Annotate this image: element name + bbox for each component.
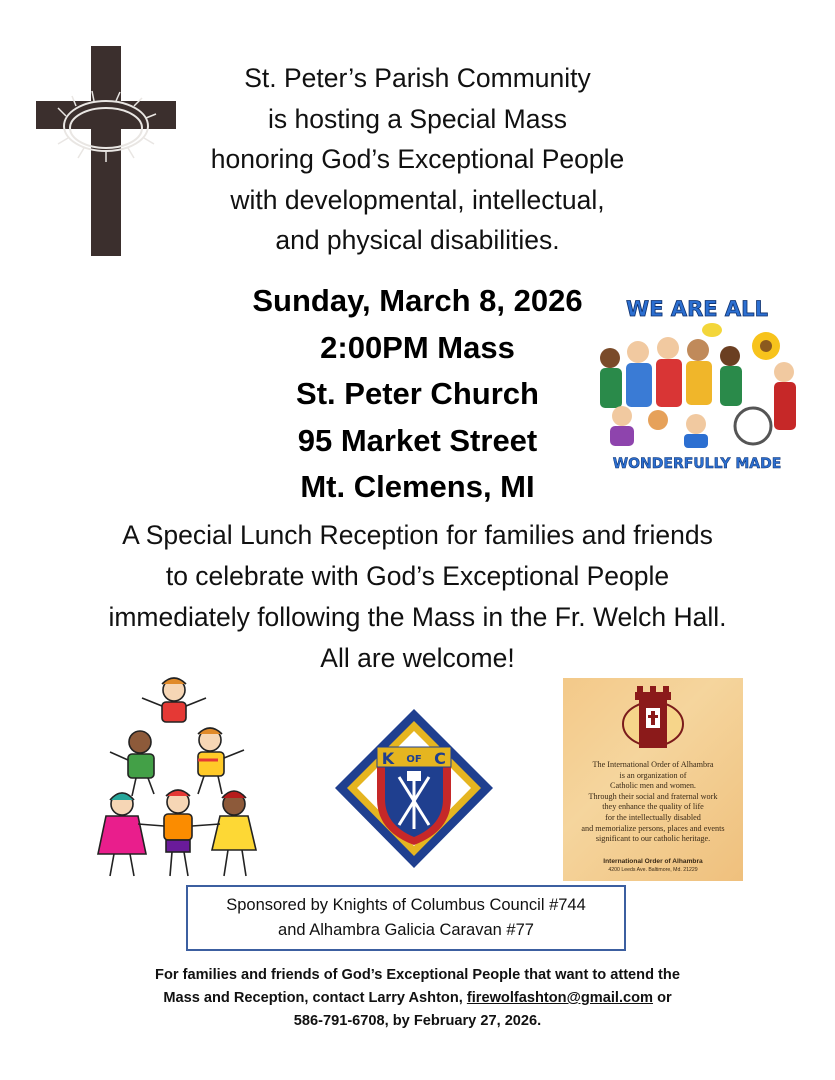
cross-with-thorns-image	[36, 46, 176, 256]
reception-line: to celebrate with God’s Exceptional People	[165, 561, 670, 591]
sponsor-line-2: and Alhambra Galicia Caravan #77	[278, 921, 534, 939]
alhambra-desc-line: significant to our catholic heritage.	[595, 834, 711, 844]
alhambra-description	[567, 760, 739, 845]
alhambra-desc-line: and memorialize persons, places and events	[581, 823, 725, 833]
kofc-c-letter: C	[434, 749, 446, 768]
sponsor-box	[186, 885, 626, 951]
alhambra-tower-logo	[615, 684, 691, 758]
reception-line: A Special Lunch Reception for families and friends	[122, 520, 713, 550]
alhambra-org-name: International Order of Alhambra	[603, 858, 703, 865]
kofc-k-letter: K	[381, 749, 395, 768]
event-street: 95 Market Street	[297, 422, 538, 458]
alhambra-desc-line: Catholic men and women.	[610, 781, 696, 791]
contact-line-2-prefix: Mass and Reception, contact Larry Ashton,	[163, 990, 467, 1006]
alhambra-desc-line: they enhance the quality of life	[602, 802, 704, 812]
intro-line: honoring God’s Exceptional People	[210, 144, 625, 174]
intro-line: with developmental, intellectual,	[230, 184, 605, 215]
wonderful-bottom-text: WONDERFULLY MADE	[612, 456, 782, 472]
reception-line: immediately following the Mass in the Fr. Welch Hall.	[108, 602, 727, 632]
intro-line: St. Peter’s Parish Community	[244, 63, 591, 93]
alhambra-address: 4200 Leeds Ave. Baltimore, Md. 21229	[608, 867, 698, 873]
contact-info	[60, 964, 775, 1033]
contact-line-2-suffix: or	[653, 990, 672, 1006]
alhambra-panel	[563, 678, 743, 881]
contact-email-link[interactable]: firewolfashton@gmail.com	[466, 990, 654, 1006]
contact-line-3: 586-791-6708, by February 27, 2026.	[293, 1013, 542, 1029]
alhambra-desc-line: for the intellectually disabled	[605, 812, 701, 822]
wonderful-top-text: WE ARE ALL	[626, 297, 768, 321]
alhambra-desc-line: Through their social and fraternal work	[588, 791, 718, 801]
reception-text	[40, 515, 795, 679]
event-city: Mt. Clemens, MI	[300, 469, 535, 504]
kids-pyramid-image	[92, 676, 277, 886]
sponsor-line-1: Sponsored by Knights of Columbus Council #744	[226, 896, 586, 914]
intro-text	[180, 58, 655, 261]
intro-line: is hosting a Special Mass	[267, 103, 567, 134]
wonderfully-made-image	[588, 286, 806, 476]
event-date: Sunday, March 8, 2026	[252, 283, 583, 318]
event-time: 2:00PM Mass	[320, 329, 515, 365]
kofc-of-letters: OF	[406, 754, 422, 765]
contact-line-1: For families and friends of God’s Exceptional People that want to attend the	[155, 967, 680, 983]
contact-line-2	[60, 987, 775, 1010]
intro-line: and physical disabilities.	[275, 225, 560, 255]
alhambra-desc-line: is an organization of	[619, 770, 687, 780]
event-church: St. Peter Church	[296, 376, 539, 411]
knights-of-columbus-emblem	[333, 707, 495, 870]
reception-line: All are welcome!	[320, 643, 515, 673]
event-details	[225, 278, 610, 511]
alhambra-desc-line: The International Order of Alhambra	[592, 760, 714, 769]
